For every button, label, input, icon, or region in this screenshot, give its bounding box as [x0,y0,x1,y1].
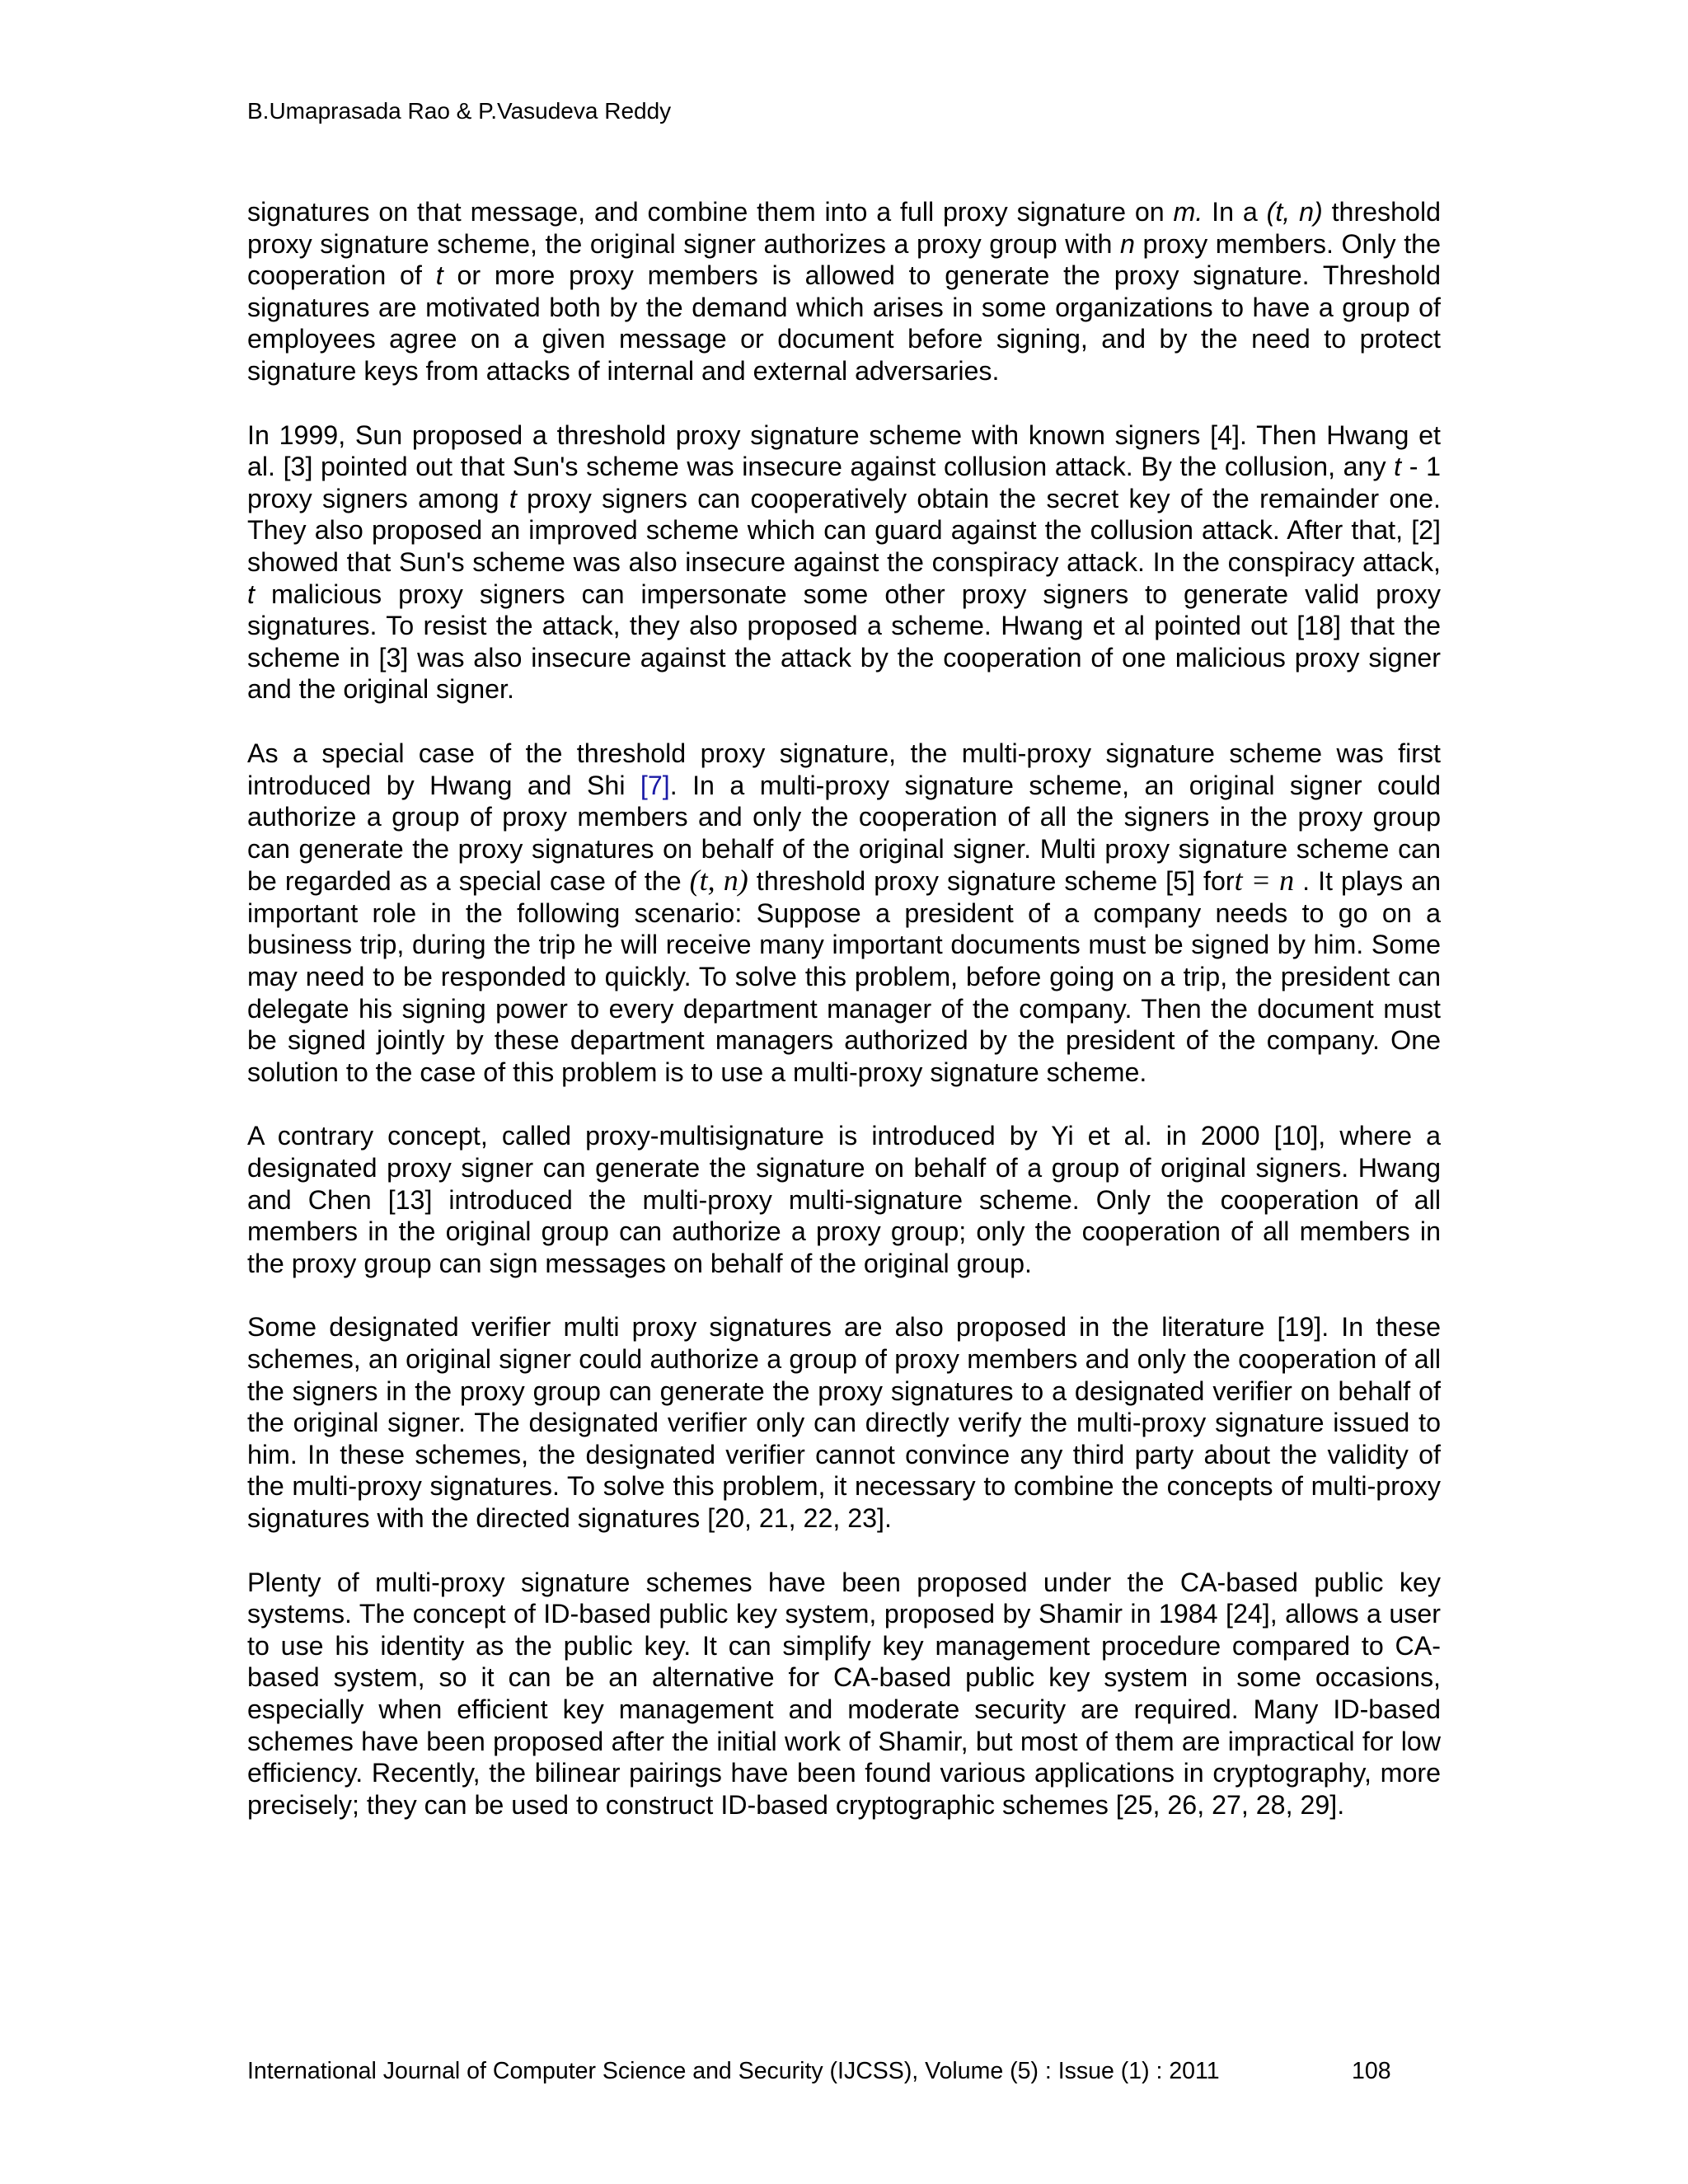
math-symbol: m. [1173,197,1203,227]
page-number: 108 [1352,2058,1391,2084]
math-expression: t = n [1234,864,1295,898]
math-symbol: (t, n) [1266,197,1323,227]
text-segment: signatures on that message, and combine them into a full proxy signature on [247,197,1174,227]
body-text [247,196,1441,1853]
text-segment: or more proxy members is allowed to generate the proxy signature. Threshold signatures are motivated both by the demand which arises in some organizations to have a group of employees agree on a given message or document before signing, and by the need to protect signature keys from attacks of internal and external adversaries. [247,260,1441,386]
journal-citation: International Journal of Computer Science and Security (IJCSS), Volume (5) : Issue (1) : 2011 [247,2058,1220,2084]
text-segment: - 1 proxy signers among [247,452,1441,513]
footer [247,2057,1391,2085]
paragraph-3 [247,738,1441,1089]
math-symbol: t [1394,452,1402,482]
text-segment: As a special case of the threshold proxy signature, the multi-proxy signature scheme was first introduced by Hwang and Shi [247,738,1441,800]
text-segment: proxy members. Only the cooperation of [247,228,1441,291]
math-symbol: t [435,260,443,291]
text-segment: . It plays an important role in the following scenario: Suppose a president of a company needs to go on a business trip, during the trip he will receive many important documents must be signed by him. Some may need to be responded to quickly. To solve this problem, before going on a trip, the president can delegate his signing power to every department manager of the company. Then the document must be signed jointly by these department managers authorized by the president of the company. One solution to the case of this problem is to use a multi-proxy signature scheme. [247,866,1442,1087]
text-segment: malicious proxy signers can impersonate some other proxy signers to generate valid proxy signatures. To resist the attack, they also proposed a scheme. Hwang et al pointed out [18] that the scheme in [3] was also insecure against the attack by the cooperation of one malicious proxy signer and the original signer. [247,579,1441,705]
text-segment: In 1999, Sun proposed a threshold proxy signature scheme with known signers [4]. Then Hwang et al. [3] pointed out that Sun's scheme was insecure against collusion attack. By the collusion, any [247,419,1441,482]
running-head: B.Umaprasada Rao & P.Vasudeva Reddy [247,98,672,124]
math-expression: (t, n) [689,864,748,898]
paragraph-1 [247,196,1441,387]
text-segment: proxy signers can cooperatively obtain the secret key of the remainder one. They also proposed an improved scheme which can guard against the collusion attack. After that, [2] showed that Sun's scheme was also insecure against the conspiracy attack. In the conspiracy attack, [247,483,1442,577]
citation-link[interactable]: [7] [640,770,670,800]
paragraph-5: Some designated verifier multi proxy signatures are also proposed in the literature [19]. In these schemes, an original signer could authorize a group of proxy members and only the cooperation of all the signers in the proxy group can generate the proxy signatures to a designated verifier on behalf of the original signer. The designated verifier only can directly verify the multi-proxy signature issued to him. In these schemes, the designated verifier cannot convince any third party about the validity of the multi-proxy signatures. To solve this problem, it necessary to combine the concepts of multi-proxy signatures with the directed signatures [20, 21, 22, 23]. [247,1312,1441,1533]
text-segment: threshold proxy signature scheme, the original signer authorizes a proxy group with [247,197,1442,259]
math-symbol: t [247,579,255,609]
math-symbol: n [1120,228,1135,259]
paragraph-6: Plenty of multi-proxy signature schemes have been proposed under the CA-based public key systems. The concept of ID-based public key system, proposed by Shamir in 1984 [24], allows a user to use his identity as the public key. It can simplify key management procedure compared to CA-based system, so it can be an alternative for CA-based public key system in some occasions, especially when efficient key management and moderate security are required. Many ID-based schemes have been proposed after the initial work of Shamir, but most of them are impractical for low efficiency. Recently, the bilinear pairings have been found various applications in cryptography, more precisely; they can be used to construct ID-based cryptographic schemes [25, 26, 27, 28, 29]. [247,1567,1441,1820]
text-segment: In a [1203,197,1267,227]
paragraph-4: A contrary concept, called proxy-multisignature is introduced by Yi et al. in 2000 [10], where a designated proxy signer can generate the signature on behalf of a group of original signers. Hwang and Chen [13] introduced the multi-proxy multi-signature scheme. Only the cooperation of all members in the original group can authorize a proxy group; only the cooperation of all members in the proxy group can sign messages on behalf of the original group. [247,1121,1441,1278]
math-symbol: t [509,483,517,513]
paragraph-2 [247,419,1441,705]
text-segment: threshold proxy signature scheme [5] for [748,866,1235,897]
text-segment: . In a multi-proxy signature scheme, an original signer could authorize a group of proxy members and only the cooperation of all the signers in the proxy group can generate the proxy signatures on behalf of the original signer. Multi proxy signature scheme can be regarded as a special case of the [247,770,1441,897]
